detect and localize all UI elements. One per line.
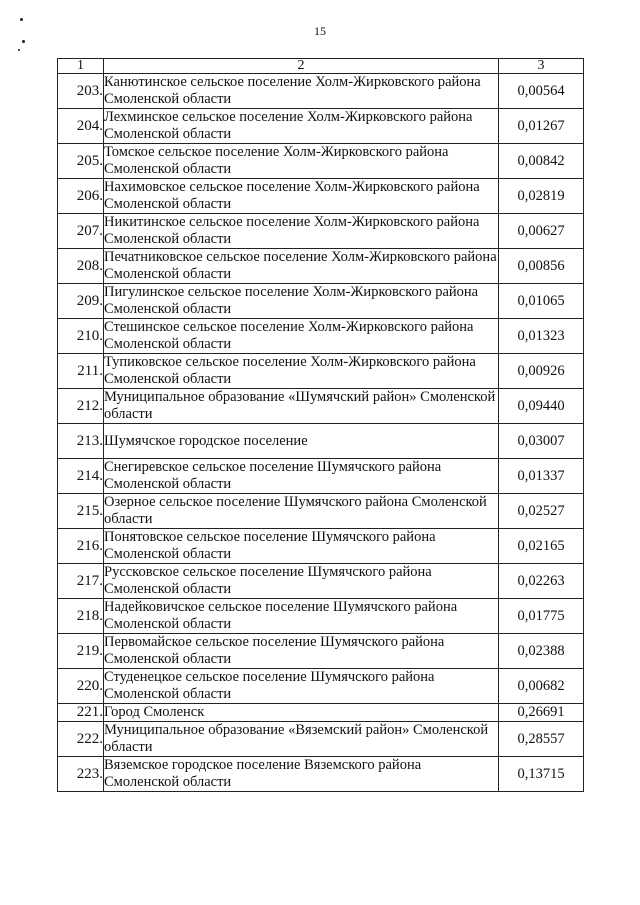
table-row <box>58 722 584 757</box>
table-row <box>58 704 584 722</box>
row-number: 223. <box>58 757 104 792</box>
row-number: 222. <box>58 722 104 757</box>
row-number: 216. <box>58 529 104 564</box>
row-value: 0,13715 <box>499 757 584 792</box>
column-header-name: 2 <box>104 59 499 74</box>
row-name: Муниципальное образование «Шумячский район» Смоленской области <box>104 389 499 424</box>
row-number: 208. <box>58 249 104 284</box>
row-value: 0,01337 <box>499 459 584 494</box>
row-value: 0,00856 <box>499 249 584 284</box>
table-row <box>58 179 584 214</box>
row-name: Понятовское сельское поселение Шумячского района Смоленской области <box>104 529 499 564</box>
row-value: 0,00926 <box>499 354 584 389</box>
row-value: 0,02388 <box>499 634 584 669</box>
row-number: 210. <box>58 319 104 354</box>
row-value: 0,02819 <box>499 179 584 214</box>
scan-mark <box>22 40 25 43</box>
row-value: 0,00564 <box>499 74 584 109</box>
row-name: Руссковское сельское поселение Шумячского района Смоленской области <box>104 564 499 599</box>
row-name: Надейковичское сельское поселение Шумячского района Смоленской области <box>104 599 499 634</box>
row-value: 0,01323 <box>499 319 584 354</box>
row-name: Студенецкое сельское поселение Шумячского района Смоленской области <box>104 669 499 704</box>
row-name: Канютинское сельское поселение Холм-Жирковского района Смоленской области <box>104 74 499 109</box>
row-number: 213. <box>58 424 104 459</box>
row-number: 215. <box>58 494 104 529</box>
row-number: 214. <box>58 459 104 494</box>
row-number: 219. <box>58 634 104 669</box>
column-header-value: 3 <box>499 59 584 74</box>
row-value: 0,09440 <box>499 389 584 424</box>
table-row <box>58 319 584 354</box>
table-row <box>58 249 584 284</box>
table-body <box>58 74 584 792</box>
row-name: Снегиревское сельское поселение Шумячского района Смоленской области <box>104 459 499 494</box>
row-number: 221. <box>58 704 104 722</box>
table-header-row <box>58 59 584 74</box>
row-name: Стешинское сельское поселение Холм-Жирковского района Смоленской области <box>104 319 499 354</box>
row-number: 217. <box>58 564 104 599</box>
row-number: 218. <box>58 599 104 634</box>
scan-mark <box>20 18 23 21</box>
row-name: Никитинское сельское поселение Холм-Жирковского района Смоленской области <box>104 214 499 249</box>
row-number: 204. <box>58 109 104 144</box>
row-value: 0,02527 <box>499 494 584 529</box>
row-number: 211. <box>58 354 104 389</box>
row-name: Вяземское городское поселение Вяземского района Смоленской области <box>104 757 499 792</box>
allocation-table <box>57 58 584 792</box>
row-value: 0,02165 <box>499 529 584 564</box>
table-row <box>58 109 584 144</box>
table-row <box>58 424 584 459</box>
row-value: 0,01267 <box>499 109 584 144</box>
scan-mark <box>18 49 20 51</box>
table-row <box>58 284 584 319</box>
row-value: 0,00682 <box>499 669 584 704</box>
row-name: Печатниковское сельское поселение Холм-Жирковского района Смоленской области <box>104 249 497 282</box>
table-row <box>58 214 584 249</box>
row-number: 209. <box>58 284 104 319</box>
table-row <box>58 494 584 529</box>
row-value: 0,26691 <box>499 704 584 722</box>
row-value: 0,00627 <box>499 214 584 249</box>
row-number: 203. <box>58 74 104 109</box>
row-value: 0,00842 <box>499 144 584 179</box>
table-row <box>58 669 584 704</box>
row-name: Тупиковское сельское поселение Холм-Жирковского района Смоленской области <box>104 354 499 389</box>
row-name: Лехминское сельское поселение Холм-Жирковского района Смоленской области <box>104 109 499 144</box>
row-number: 206. <box>58 179 104 214</box>
table-row <box>58 459 584 494</box>
row-value: 0,01775 <box>499 599 584 634</box>
table-row <box>58 529 584 564</box>
row-name: Томское сельское поселение Холм-Жирковского района Смоленской области <box>104 144 499 179</box>
table-row <box>58 354 584 389</box>
table-row <box>58 757 584 792</box>
row-number: 205. <box>58 144 104 179</box>
column-header-number: 1 <box>58 59 104 74</box>
row-number: 212. <box>58 389 104 424</box>
row-name: Первомайское сельское поселение Шумячского района Смоленской области <box>104 634 499 669</box>
row-name: Город Смоленск <box>104 704 499 722</box>
table-row <box>58 389 584 424</box>
table-row <box>58 564 584 599</box>
row-name: Нахимовское сельское поселение Холм-Жирковского района Смоленской области <box>104 179 499 214</box>
row-number: 220. <box>58 669 104 704</box>
table-row <box>58 634 584 669</box>
row-name: Озерное сельское поселение Шумячского района Смоленской области <box>104 494 499 529</box>
table-row <box>58 74 584 109</box>
row-value: 0,02263 <box>499 564 584 599</box>
row-value: 0,01065 <box>499 284 584 319</box>
row-value: 0,28557 <box>499 722 584 757</box>
page-number: 15 <box>314 24 326 38</box>
row-name: Шумячское городское поселение <box>104 424 499 459</box>
row-number: 207. <box>58 214 104 249</box>
table-row <box>58 599 584 634</box>
row-name: Муниципальное образование «Вяземский район» Смоленской области <box>104 722 499 757</box>
row-name: Пигулинское сельское поселение Холм-Жирковского района Смоленской области <box>104 284 499 319</box>
row-value: 0,03007 <box>499 424 584 459</box>
table-row <box>58 144 584 179</box>
